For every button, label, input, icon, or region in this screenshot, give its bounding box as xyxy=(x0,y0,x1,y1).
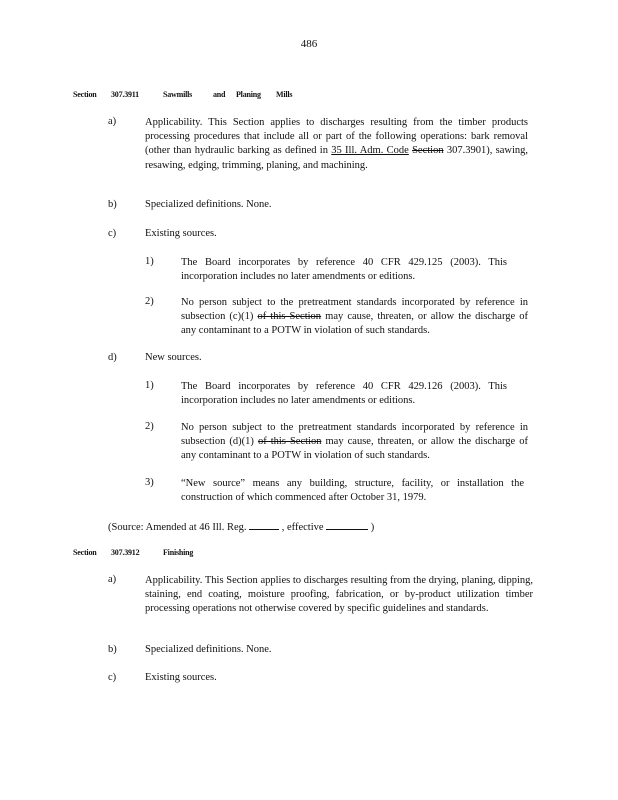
section-title-word: Mills xyxy=(276,90,293,99)
item-d1-text: The Board incorporates by reference 40 CFR 429.126 (2003). This incorporation includes no later amendments or editions. xyxy=(181,381,507,407)
subsection-b-text: Specialized definitions. None. xyxy=(145,199,272,210)
text-run: No person subject to the pretreatment standards incorporated by reference in subsection (d)(1) xyxy=(181,422,528,448)
text-run: (Source: Amended at 46 Ill. Reg. xyxy=(108,522,247,533)
subsection-label-c: c) xyxy=(108,672,117,683)
text-run: , effective xyxy=(281,522,324,533)
text-run: may cause, threaten, or allow the discharge of any contaminant to a POTW in violation of such standards. xyxy=(181,436,529,462)
source-note xyxy=(108,519,374,533)
text-run: No person subject to the pretreatment standards incorporated by reference in subsection (c)(1) xyxy=(181,297,528,323)
item-c2-text xyxy=(181,296,528,339)
section-number: 307.3911 xyxy=(111,90,139,99)
section-label: Section xyxy=(73,548,97,557)
subsection-label-b: b) xyxy=(108,644,117,655)
deleted-text: of this Section xyxy=(257,436,322,448)
section-title: Finishing xyxy=(163,548,194,557)
subsection-label-c: c) xyxy=(108,228,117,239)
subsection-label-d: d) xyxy=(108,352,117,363)
text-run: may cause, threaten, or allow the discharge of any contaminant to a POTW in violation of such standards. xyxy=(181,311,529,337)
deleted-text: Section xyxy=(412,145,444,157)
section-title-word: and xyxy=(213,90,226,99)
subsection-d-text: New sources. xyxy=(145,352,202,363)
section-title-word: Sawmills xyxy=(163,90,193,99)
page-number: 486 xyxy=(300,38,318,50)
subsection-c-text: Existing sources. xyxy=(145,228,217,239)
subsection-label-a: a) xyxy=(108,116,117,127)
subsection-label-a: a) xyxy=(108,574,117,585)
item-label-c2: 2) xyxy=(145,296,154,307)
item-label-c1: 1) xyxy=(145,256,154,267)
inserted-text: 35 Ill. Adm. Code xyxy=(331,145,409,157)
subsection-c-text: Existing sources. xyxy=(145,672,217,683)
section-title-word: Planing xyxy=(236,90,261,99)
section-label: Section xyxy=(73,90,97,99)
item-label-d1: 1) xyxy=(145,380,154,391)
blank-line xyxy=(326,519,368,530)
text-run: ) xyxy=(370,522,375,533)
subsection-a-text xyxy=(145,116,528,173)
item-d3-text: “New source” means any building, structure, facility, or installation the construction of which commenced after October 31, 1979. xyxy=(181,478,524,504)
item-d2-text xyxy=(181,421,528,464)
item-c1-text: The Board incorporates by reference 40 CFR 429.125 (2003). This incorporation includes no later amendments or editions. xyxy=(181,257,507,283)
blank-line xyxy=(249,519,279,530)
subsection-a-text: Applicability. This Section applies to discharges resulting from the drying, planing, dipping, staining, end coating, moisture proofing, fabrication, or by-product utilization timber processing operations not otherwise covered by specific guidelines and standards. xyxy=(145,575,533,615)
item-label-d2: 2) xyxy=(145,421,154,432)
subsection-label-b: b) xyxy=(108,199,117,210)
text-run: 307.3901), sawing, resawing, edging, trimming, planing, and machining. xyxy=(145,145,529,171)
text-run: Applicability. This Section applies to discharges resulting from the timber products processing procedures that include all or part of the following operations: bark removal (other than hydraulic barking as defined in xyxy=(145,117,528,157)
subsection-b-text: Specialized definitions. None. xyxy=(145,644,272,655)
deleted-text: of this Section xyxy=(257,311,322,323)
section-number: 307.3912 xyxy=(111,548,140,557)
item-label-d3: 3) xyxy=(145,477,154,488)
